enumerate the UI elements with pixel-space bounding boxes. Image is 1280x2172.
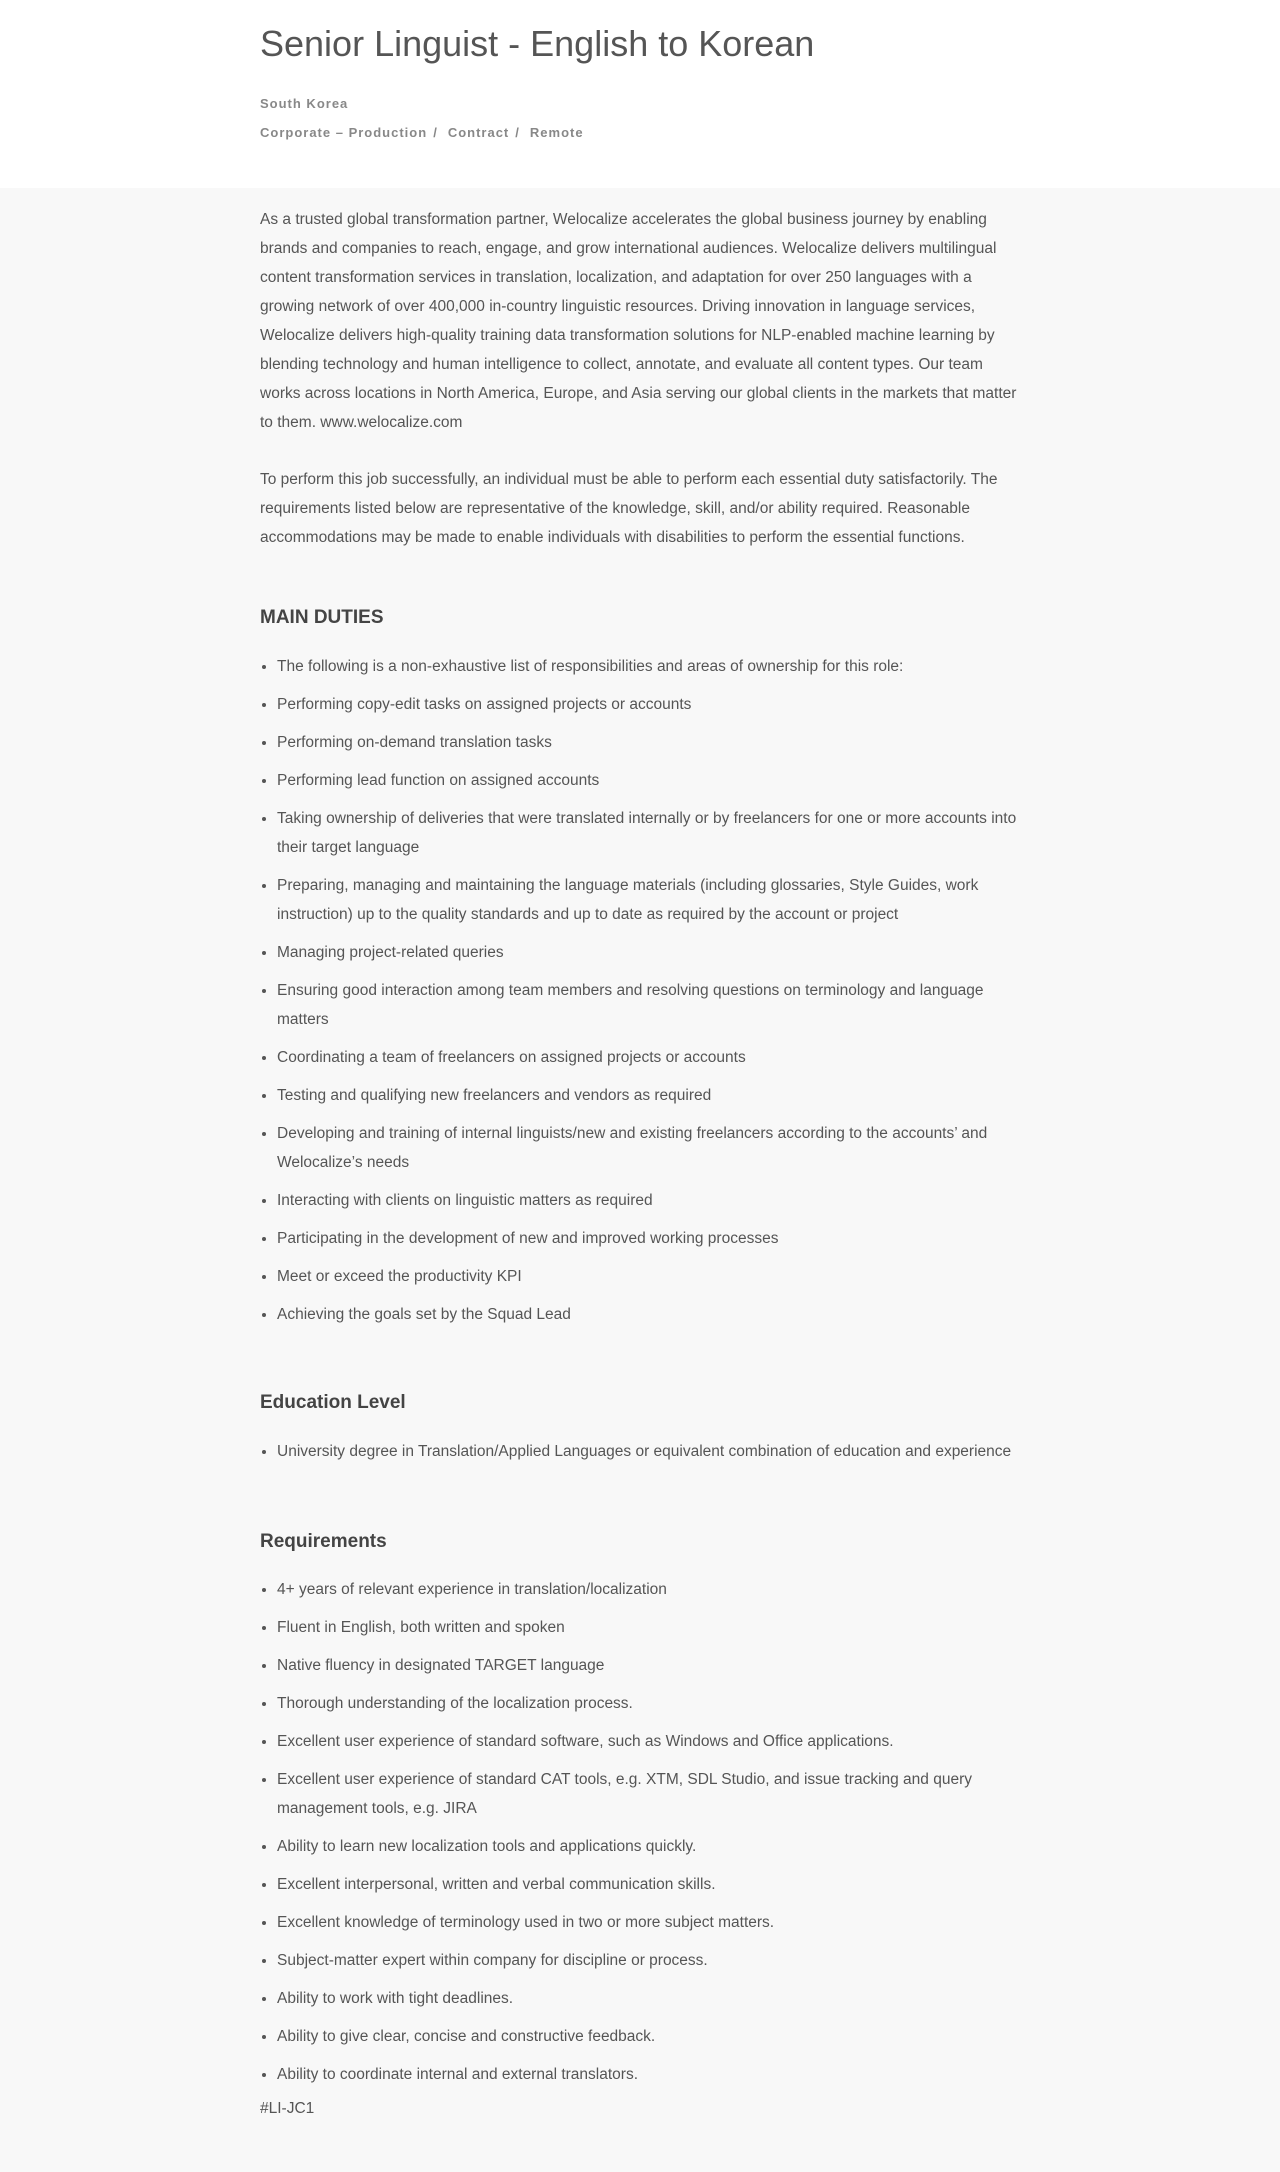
duties-list-item: Preparing, managing and maintaining the language materials (including glossaries, Style Guides, work instruction) up to the quality standards and up to date as required by the account or project <box>277 871 1020 929</box>
duties-list <box>260 652 1020 1329</box>
posting-body <box>260 205 1020 2123</box>
accommodation-paragraph: To perform this job successfully, an individual must be able to perform each essential duty satisfactorily. The requirements listed below are representative of the knowledge, skill, and/or ability required. Reasonable accommodations may be made to enable individuals with disabilities to perform the essential functions. <box>260 471 998 546</box>
duties-list-item: Interacting with clients on linguistic matters as required <box>277 1186 1020 1215</box>
category-workplace: Remote <box>529 125 584 140</box>
job-location: South Korea <box>260 96 349 111</box>
duties-list-item: Testing and qualifying new freelancers and vendors as required <box>277 1081 1020 1110</box>
requirements-list-item: Excellent knowledge of terminology used in two or more subject matters. <box>277 1908 1020 1937</box>
education-list-item: University degree in Translation/Applied Languages or equivalent combination of education and experience <box>277 1437 1020 1466</box>
duties-list-item: Taking ownership of deliveries that were translated internally or by freelancers for one or more accounts into their target language <box>277 804 1020 862</box>
requirements-list-item: Ability to coordinate internal and external translators. <box>277 2060 1020 2089</box>
requirements-list <box>260 1575 1020 2089</box>
requirements-list-item: Native fluency in designated TARGET language <box>277 1651 1020 1680</box>
duties-list-item: Meet or exceed the productivity KPI <box>277 1262 1020 1291</box>
category-department: Corporate – Production <box>260 125 428 140</box>
duties-list-item: Coordinating a team of freelancers on assigned projects or accounts <box>277 1043 1020 1072</box>
requirements-list-item: Fluent in English, both written and spoken <box>277 1613 1020 1642</box>
job-categories: Corporate – Production / Contract / Remote <box>260 125 584 140</box>
requirements-list-item: Ability to work with tight deadlines. <box>277 1984 1020 2013</box>
requirements-list-item: Excellent user experience of standard software, such as Windows and Office applications. <box>277 1727 1020 1756</box>
duties-list-item: Performing copy-edit tasks on assigned projects or accounts <box>277 690 1020 719</box>
education-list <box>260 1437 1020 1466</box>
requirements-list-item: Subject-matter expert within company for discipline or process. <box>277 1946 1020 1975</box>
duties-list-item: Ensuring good interaction among team members and resolving questions on terminology and language matters <box>277 976 1020 1034</box>
requirements-list-item: Thorough understanding of the localization process. <box>277 1689 1020 1718</box>
job-title: Senior Linguist - English to Korean <box>260 23 815 64</box>
duties-list-item: Performing on-demand translation tasks <box>277 728 1020 757</box>
requirements-heading: Requirements <box>260 1531 387 1552</box>
education-heading: Education Level <box>260 1392 406 1413</box>
requirements-list-item: Ability to give clear, concise and constructive feedback. <box>277 2022 1020 2051</box>
duties-list-item: Developing and training of internal linguists/new and existing freelancers according to the accounts’ and Welocalize’s needs <box>277 1119 1020 1177</box>
category-commitment: Contract <box>447 125 510 140</box>
posting-header <box>0 0 1280 188</box>
duties-list-item: Performing lead function on assigned accounts <box>277 766 1020 795</box>
duties-list-item: Managing project-related queries <box>277 938 1020 967</box>
requirements-list-item: Excellent user experience of standard CAT tools, e.g. XTM, SDL Studio, and issue tracking and query management tools, e.g. JIRA <box>277 1765 1020 1823</box>
requirements-list-item: Excellent interpersonal, written and verbal communication skills. <box>277 1870 1020 1899</box>
requirements-list-item: 4+ years of relevant experience in translation/localization <box>277 1575 1020 1604</box>
duties-list-item: The following is a non-exhaustive list of responsibilities and areas of ownership for this role: <box>277 652 1020 681</box>
duties-list-item: Participating in the development of new and improved working processes <box>277 1224 1020 1253</box>
intro-paragraph: As a trusted global transformation partner, Welocalize accelerates the global business journey by enabling brands and companies to reach, engage, and grow international audiences. Welocalize delivers multilingual content transformation services in translation, localization, and adaptation for over 250 languages with a growing network of over 400,000 in-country linguistic resources. Driving innovation in language services, Welocalize delivers high-quality training data transformation solutions for NLP-enabled machine learning by blending technology and human intelligence to collect, annotate, and evaluate all content types. Our team works across locations in North America, Europe, and Asia serving our global clients in the markets that matter to them. www.welocalize.com <box>260 211 1017 431</box>
duties-heading: MAIN DUTIES <box>260 607 384 628</box>
posting-tag: #LI-JC1 <box>260 2100 315 2117</box>
requirements-list-item: Ability to learn new localization tools and applications quickly. <box>277 1832 1020 1861</box>
duties-list-item: Achieving the goals set by the Squad Lead <box>277 1300 1020 1329</box>
